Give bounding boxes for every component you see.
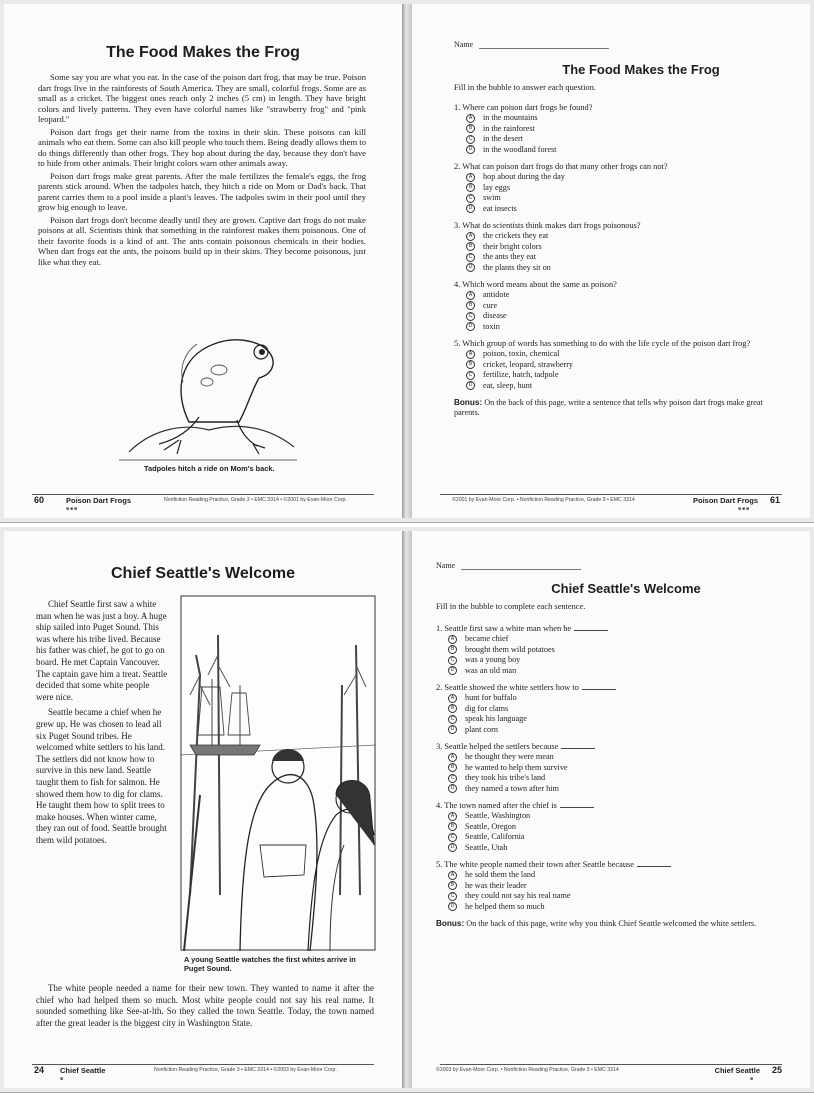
answer-option[interactable] (454, 134, 786, 145)
copyright-text: ©2001 by Evan-Moor Corp. • Nonfiction Reading Practice, Grade 3 • EMC 3314 (452, 497, 635, 503)
answer-bubble-icon[interactable]: C (466, 135, 475, 144)
question-text (454, 221, 786, 231)
answer-bubble-icon[interactable]: B (448, 763, 457, 772)
name-blank[interactable] (461, 569, 581, 570)
option-text: was a young boy (465, 655, 521, 664)
bonus-question (436, 919, 786, 929)
quiz-question (454, 221, 786, 273)
bonus-label: Bonus: (454, 398, 483, 407)
unit-label: Poison Dart Frogs (692, 496, 758, 505)
quiz-question (436, 624, 786, 676)
answer-option[interactable] (454, 301, 786, 312)
option-text: he wanted to help them survive (465, 762, 568, 772)
answer-bubble-icon[interactable]: C (448, 892, 457, 901)
option-text: he thought they were mean (465, 752, 554, 761)
option-text: Seattle, Washington (465, 811, 531, 820)
answer-option[interactable] (454, 172, 786, 183)
story-paragraph: Poison dart frogs don't become deadly until they are grown. Captive dart frogs do not make poisons at all. Scientists think that something in the rainforest makes them poisonous. One of their favorite foods is a kind of ant. The ants contain poisonous chemicals in their bodies. When dart frogs eat the ants, the poisons build up in their skins. They become poisonous, just like what they eat. (38, 214, 366, 267)
option-text: he was their leader (465, 880, 527, 890)
option-text: eat insects (483, 203, 517, 213)
answer-option[interactable] (454, 204, 786, 215)
story-column (36, 599, 168, 848)
quiz-body (412, 602, 810, 929)
answer-bubble-icon[interactable]: A (466, 291, 475, 300)
option-text: Seattle, Utah (465, 842, 508, 852)
name-blank[interactable] (479, 48, 609, 49)
page-footer (4, 494, 402, 510)
answer-option[interactable] (436, 822, 786, 833)
answer-bubble-icon[interactable]: D (448, 784, 457, 793)
option-text: plant corn (465, 724, 498, 734)
question-label: 5. The white people named their town after Seattle because (436, 860, 634, 869)
answer-bubble-icon[interactable]: C (448, 656, 457, 665)
answer-bubble-icon[interactable]: A (466, 173, 475, 182)
frog-illustration (119, 322, 299, 462)
story-paragraph: Chief Seattle first saw a white man when he was just a boy. A huge ship sailed into Puget Sound. This was where his tribe lived. Because his father was chief, he got to go on board. He met Captain Vancouver. The captain gave him a treat. Seattle decided that some white people were nice. (36, 599, 168, 702)
level-boxes: ■■■ (737, 506, 750, 512)
option-text: the ants they eat (483, 252, 536, 261)
question-text (454, 162, 786, 172)
option-text: Seattle, California (465, 832, 525, 841)
answer-bubble-icon[interactable]: A (448, 635, 457, 644)
question-label: 2. What can poison dart frogs do that many other frogs can not? (454, 162, 668, 171)
answer-option[interactable] (454, 252, 786, 263)
book-gutter (402, 531, 412, 1088)
question-text (454, 339, 786, 349)
option-text: cricket, leopard, strawberry (483, 359, 574, 369)
answer-option[interactable] (454, 370, 786, 381)
bonus-label: Bonus: (436, 919, 465, 928)
answer-option[interactable] (454, 124, 786, 135)
answer-option[interactable] (436, 693, 786, 704)
option-text: swim (483, 193, 501, 202)
answer-bubble-icon[interactable]: A (466, 350, 475, 359)
option-text: hop about during the day (483, 172, 565, 181)
story-paragraph: The white people needed a name for their new town. They wanted to name it after the chief who had helped them so much. Most white people could not say his real name. It sounded something like See-at-lth. So they called the town Seattle. Today, the town named after the great leader is the biggest city in Washington State. (36, 983, 374, 1028)
story-text (4, 72, 402, 267)
question-text (436, 742, 786, 752)
bonus-text: On the back of this page, write a sentence that tells why poison dart frogs make great parents. (454, 398, 763, 417)
answer-bubble-icon[interactable]: B (466, 242, 475, 251)
answer-bubble-icon[interactable]: D (466, 204, 475, 213)
answer-option[interactable] (454, 145, 786, 156)
frog-quiz-page (412, 4, 810, 518)
answer-blank (560, 807, 594, 808)
copyright-text: Nonfiction Reading Practice, Grade 3 • EMC 3314 • ©2001 by Evan-Moor Corp. (164, 497, 347, 503)
question-label: 2. Seattle showed the white settlers how to (436, 683, 579, 692)
quiz-question (454, 339, 786, 391)
quiz-question (454, 103, 786, 155)
story-paragraph: Some say you are what you eat. In the case of the poison dart frog, that may be true. Poison dart frogs live in the rainforests of South America. They are small, colorful frogs. Some are as small as a cricket. The biggest ones reach only 2 inches (5 cm) in length. They have bright colors and lively patterns. They even have colorful names like "strawberry frog" and "pink leopard." (38, 72, 366, 124)
answer-option[interactable] (436, 634, 786, 645)
option-text: he helped them so much (465, 901, 545, 911)
option-text: was an old man (465, 665, 517, 675)
name-row (454, 40, 609, 49)
level-boxes: ■ (60, 1076, 65, 1082)
option-text: became chief (465, 634, 509, 643)
level-boxes: ■ (749, 1076, 754, 1082)
answer-bubble-icon[interactable]: D (466, 145, 475, 154)
answer-bubble-icon[interactable]: B (448, 881, 457, 890)
answer-bubble-icon[interactable]: B (448, 645, 457, 654)
answer-option[interactable] (454, 311, 786, 322)
option-text: in the woodland forest (483, 144, 557, 154)
answer-option[interactable] (454, 193, 786, 204)
answer-option[interactable] (454, 322, 786, 333)
answer-option[interactable] (436, 763, 786, 774)
page-title: Chief Seattle's Welcome (110, 565, 295, 582)
option-text: the crickets they eat (483, 231, 549, 240)
level-boxes: ■■■ (66, 506, 79, 512)
answer-option[interactable] (436, 655, 786, 666)
page-title: Chief Seattle's Welcome (551, 581, 701, 596)
answer-bubble-icon[interactable]: D (448, 725, 457, 734)
question-list (454, 103, 786, 391)
question-text (436, 683, 786, 693)
answer-option[interactable] (436, 902, 786, 913)
seattle-quiz-page (412, 531, 810, 1088)
answer-bubble-icon[interactable]: A (448, 871, 457, 880)
answer-bubble-icon[interactable]: A (466, 232, 475, 241)
answer-blank (561, 748, 595, 749)
answer-option[interactable] (436, 811, 786, 822)
answer-option[interactable] (436, 843, 786, 854)
frog-spread (0, 0, 814, 523)
answer-option[interactable] (436, 704, 786, 715)
question-label: 3. What do scientists think makes dart frogs poisonous? (454, 221, 641, 230)
story-paragraph: Seattle became a chief when he grew up. He was chosen to lead all six Puget Sound tribes. He welcomed white settlers to his land. The settlers did not know how to survive in this new land. Seattle taught them to fish for salmon. He showed them how to dig for clams. He taught them how to split trees to make houses. When winter came, they ran out of food. Seattle brought them wild potatoes. (36, 707, 167, 845)
quiz-question (436, 801, 786, 853)
quiz-question (454, 280, 786, 332)
story-paragraph: Poison dart frogs make great parents. After the male fertilizes the female's eggs, the frog parents stick around. When the tadpoles hatch, they hitch a ride on Mom or Dad's back. That parent carries them to a pool inside a plant's leaves. The tadpoles swim in their pool until they grow big enough to leave. (38, 170, 366, 212)
answer-bubble-icon[interactable]: D (448, 902, 457, 911)
quiz-question (436, 742, 786, 794)
answer-bubble-icon[interactable]: C (466, 371, 475, 380)
question-label: 1. Seattle first saw a white man when he (436, 624, 572, 633)
answer-bubble-icon[interactable]: B (466, 183, 475, 192)
answer-option[interactable] (436, 666, 786, 677)
answer-bubble-icon[interactable]: C (466, 194, 475, 203)
answer-bubble-icon[interactable]: A (448, 694, 457, 703)
page-number: 60 (34, 495, 45, 505)
answer-bubble-icon[interactable]: D (448, 666, 457, 675)
bonus-text: On the back of this page, write why you think Chief Seattle welcomed the white settlers. (466, 919, 757, 928)
frog-story-page (4, 4, 402, 518)
illustration-caption: A young Seattle watches the first whites arrive in Puget Sound. (184, 955, 356, 973)
answer-bubble-icon[interactable]: B (466, 360, 475, 369)
option-text: brought them wild potatoes (465, 644, 555, 654)
option-text: they named a town after him (465, 783, 559, 793)
answer-blank (637, 866, 671, 867)
question-label: 5. Which group of words has something to do with the life cycle of the poison dart frog? (454, 339, 751, 348)
answer-option[interactable] (454, 290, 786, 301)
option-text: in the desert (483, 134, 524, 143)
answer-bubble-icon[interactable]: D (466, 263, 475, 272)
answer-option[interactable] (436, 714, 786, 725)
answer-option[interactable] (454, 183, 786, 194)
book-gutter (402, 4, 412, 518)
quiz-question (454, 162, 786, 214)
answer-bubble-icon[interactable]: C (448, 833, 457, 842)
option-text: antidote (483, 290, 510, 299)
unit-label: Poison Dart Frogs (66, 496, 132, 505)
question-list (436, 624, 786, 912)
page-footer (4, 1064, 402, 1080)
answer-option[interactable] (436, 773, 786, 784)
quiz-body (412, 83, 810, 418)
answer-bubble-icon[interactable]: B (466, 301, 475, 310)
answer-bubble-icon[interactable]: A (466, 114, 475, 123)
option-text: speak his language (465, 714, 527, 723)
answer-blank (582, 689, 616, 690)
quiz-instructions: Fill in the bubble to answer each question. (454, 83, 596, 92)
quiz-question (436, 683, 786, 735)
copyright-text: Nonfiction Reading Practice, Grade 3 • EMC 3314 • ©2003 by Evan-Moor Corp. (154, 1067, 337, 1073)
answer-blank (574, 630, 608, 631)
seattle-story-page (4, 531, 402, 1088)
page-footer (412, 494, 810, 510)
question-text (454, 103, 786, 113)
option-text: he sold them the land (465, 870, 536, 879)
answer-option[interactable] (454, 231, 786, 242)
option-text: disease (483, 311, 507, 320)
option-text: poison, toxin, chemical (483, 349, 560, 358)
answer-option[interactable] (436, 725, 786, 736)
page-number: 24 (34, 1065, 45, 1075)
answer-bubble-icon[interactable]: C (448, 715, 457, 724)
option-text: eat, sleep, hunt (483, 380, 533, 390)
quiz-question (436, 860, 786, 912)
answer-bubble-icon[interactable]: C (448, 774, 457, 783)
answer-option[interactable] (454, 242, 786, 253)
answer-bubble-icon[interactable]: D (448, 843, 457, 852)
question-label: 4. The town named after the chief is (436, 801, 557, 810)
option-text: they took his tribe's land (465, 773, 546, 782)
page-footer (412, 1064, 810, 1080)
option-text: in the rainforest (483, 123, 535, 133)
answer-option[interactable] (436, 832, 786, 843)
option-text: Seattle, Oregon (465, 821, 516, 831)
answer-bubble-icon[interactable]: B (448, 704, 457, 713)
unit-label: Chief Seattle (714, 1066, 760, 1075)
answer-bubble-icon[interactable]: C (466, 253, 475, 262)
page-title: The Food Makes the Frog (562, 62, 720, 77)
answer-option[interactable] (454, 360, 786, 371)
copyright-text: ©2003 by Evan-Moor Corp. • Nonfiction Reading Practice, Grade 3 • EMC 3314 (436, 1067, 619, 1073)
answer-option[interactable] (454, 381, 786, 392)
answer-bubble-icon[interactable]: C (466, 312, 475, 321)
option-text: they could not say his real name (465, 891, 571, 900)
story-paragraph: Poison dart frogs get their name from the toxins in their skin. These poisons can kill animals who eat them. Some can also kill people who touch them. Being deadly allows them to do things differently than other frogs. They hop about during the day, because they don't have to hide from other animals. Their bright colors warn other animals away. (38, 126, 366, 168)
page-number: 61 (769, 495, 780, 505)
ship-illustration (180, 595, 376, 951)
seattle-spread (0, 527, 814, 1093)
page-number: 25 (771, 1065, 782, 1075)
option-text: toxin (483, 321, 500, 331)
answer-bubble-icon[interactable]: B (448, 822, 457, 831)
question-label: 3. Seattle helped the settlers because (436, 742, 559, 751)
answer-bubble-icon[interactable]: D (466, 381, 475, 390)
option-text: lay eggs (483, 182, 511, 192)
option-text: their bright colors (483, 241, 542, 251)
question-text (436, 624, 786, 634)
question-label: 4. Which word means about the same as poison? (454, 280, 617, 289)
answer-bubble-icon[interactable]: A (448, 812, 457, 821)
name-label: Name (454, 40, 474, 49)
question-text (436, 801, 786, 811)
answer-option[interactable] (436, 645, 786, 656)
name-label: Name (436, 561, 456, 570)
answer-bubble-icon[interactable]: B (466, 124, 475, 133)
answer-option[interactable] (436, 881, 786, 892)
bonus-question (454, 398, 786, 418)
answer-option[interactable] (454, 113, 786, 124)
option-text: dig for clams (465, 703, 509, 713)
answer-bubble-icon[interactable]: A (448, 753, 457, 762)
answer-option[interactable] (436, 752, 786, 763)
page-title: The Food Makes the Frog (106, 44, 300, 61)
option-text: hunt for buffalo (465, 693, 517, 702)
answer-option[interactable] (454, 349, 786, 360)
unit-label: Chief Seattle (60, 1066, 106, 1075)
question-text (436, 860, 786, 870)
option-text: cure (483, 300, 498, 310)
option-text: fertilize, hatch, tadpole (483, 370, 559, 379)
illustration-caption: Tadpoles hitch a ride on Mom's back. (144, 464, 275, 473)
option-text: in the mountains (483, 113, 538, 122)
answer-bubble-icon[interactable]: D (466, 322, 475, 331)
question-label: 1. Where can poison dart frogs be found? (454, 103, 593, 112)
quiz-instructions: Fill in the bubble to complete each sentence. (436, 602, 586, 611)
option-text: the plants they sit on (483, 262, 551, 272)
answer-option[interactable] (436, 784, 786, 795)
name-row (436, 561, 581, 570)
answer-option[interactable] (436, 870, 786, 881)
question-text (454, 280, 786, 290)
answer-option[interactable] (436, 891, 786, 902)
answer-option[interactable] (454, 263, 786, 274)
